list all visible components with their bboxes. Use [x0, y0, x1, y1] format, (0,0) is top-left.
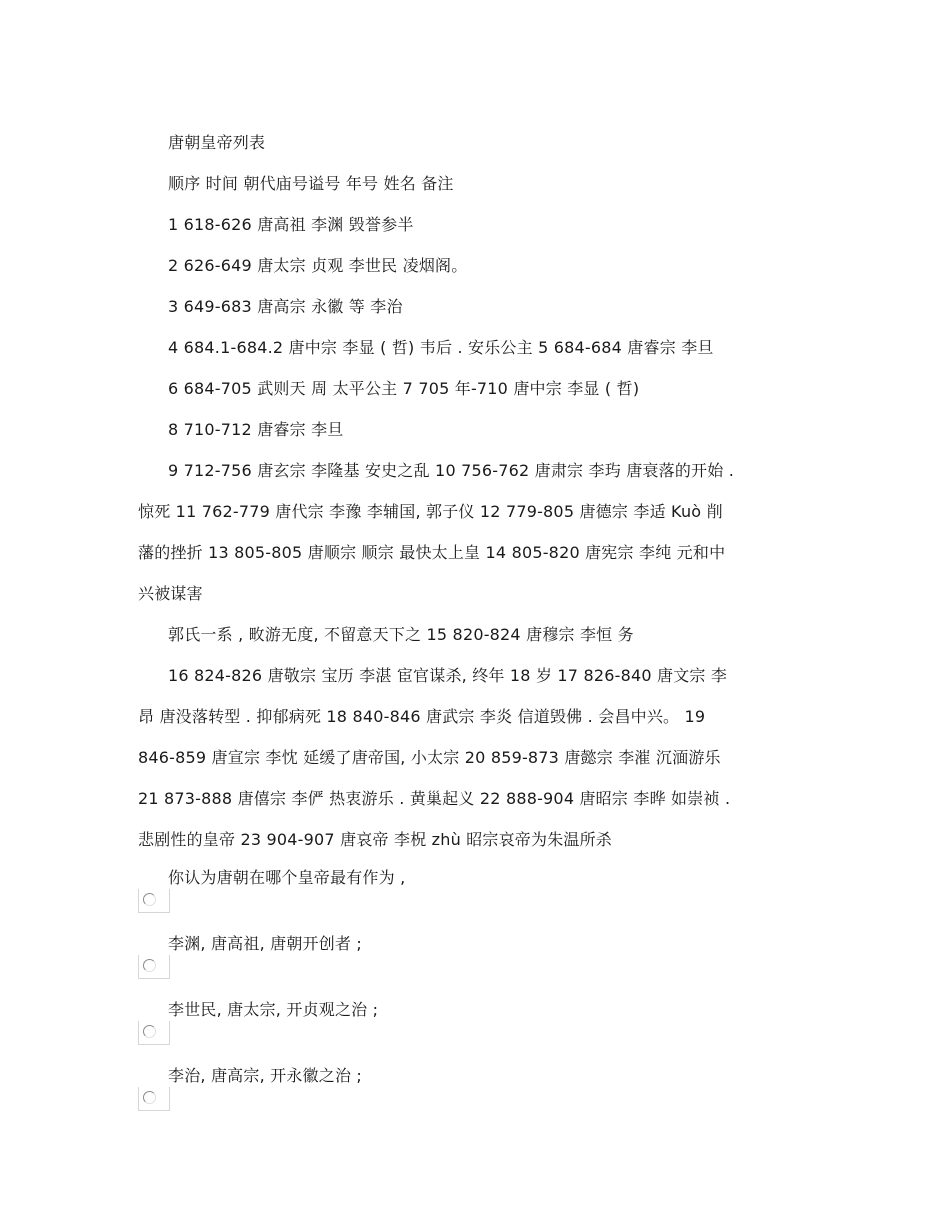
list-item: 2 626-649 唐太宗 贞观 李世民 凌烟阁。 [168, 256, 468, 275]
radio-option-0[interactable] [138, 889, 170, 913]
table-header-row: 顺序 时间 朝代庙号谥号 年号 姓名 备注 [168, 174, 454, 193]
list-item: 846-859 唐宣宗 李忱 延缓了唐帝国, 小太宗 20 859-873 唐懿宗 李漼 沉湎游乐 [138, 748, 721, 767]
radio-option-3[interactable] [138, 1087, 170, 1111]
radio-option-2[interactable] [138, 1021, 170, 1045]
radio-circle-icon [143, 1025, 156, 1038]
option-label-1: 李世民, 唐太宗, 开贞观之治 ; [168, 1000, 379, 1019]
option-label-2: 李治, 唐高宗, 开永徽之治 ; [168, 1066, 363, 1085]
list-item: 兴被谋害 [138, 584, 203, 603]
list-item: 21 873-888 唐僖宗 李俨 热衷游乐 . 黄巢起义 22 888-904 唐昭宗 李晔 如崇祯 . [138, 789, 731, 808]
list-item: 3 649-683 唐高宗 永徽 等 李治 [168, 297, 403, 316]
list-item: 郭氏一系 , 畋游无度, 不留意天下之 15 820-824 唐穆宗 李恒 务 [168, 625, 634, 644]
list-item: 9 712-756 唐玄宗 李隆基 安史之乱 10 756-762 唐肃宗 李玙 唐衰落的开始 . [168, 461, 734, 480]
survey-question: 你认为唐朝在哪个皇帝最有作为 , [168, 868, 406, 887]
radio-circle-icon [143, 893, 156, 906]
radio-option-1[interactable] [138, 955, 170, 979]
radio-circle-icon [143, 1091, 156, 1104]
option-label-0: 李渊, 唐高祖, 唐朝开创者 ; [168, 934, 363, 953]
list-item: 昂 唐没落转型 . 抑郁病死 18 840-846 唐武宗 李炎 信道毁佛 . 会昌中兴。 19 [138, 707, 706, 726]
list-item: 惊死 11 762-779 唐代宗 李豫 李辅国, 郭子仪 12 779-805 唐德宗 李适 Kuò 削 [138, 502, 723, 521]
document-title: 唐朝皇帝列表 [168, 133, 266, 152]
radio-circle-icon [143, 959, 156, 972]
list-item: 4 684.1-684.2 唐中宗 李显 ( 哲) 韦后 . 安乐公主 5 684-684 唐睿宗 李旦 [168, 338, 714, 357]
list-item: 6 684-705 武则天 周 太平公主 7 705 年-710 唐中宗 李显 ( 哲) [168, 379, 640, 398]
list-item: 1 618-626 唐高祖 李渊 毁誉参半 [168, 215, 414, 234]
list-item: 藩的挫折 13 805-805 唐顺宗 顺宗 最快太上皇 14 805-820 唐宪宗 李纯 元和中 [138, 543, 726, 562]
list-item: 悲剧性的皇帝 23 904-907 唐哀帝 李柷 zhù 昭宗哀帝为朱温所杀 [138, 830, 613, 849]
list-item: 8 710-712 唐睿宗 李旦 [168, 420, 344, 439]
list-item: 16 824-826 唐敬宗 宝历 李湛 宦官谋杀, 终年 18 岁 17 826-840 唐文宗 李 [168, 666, 728, 685]
